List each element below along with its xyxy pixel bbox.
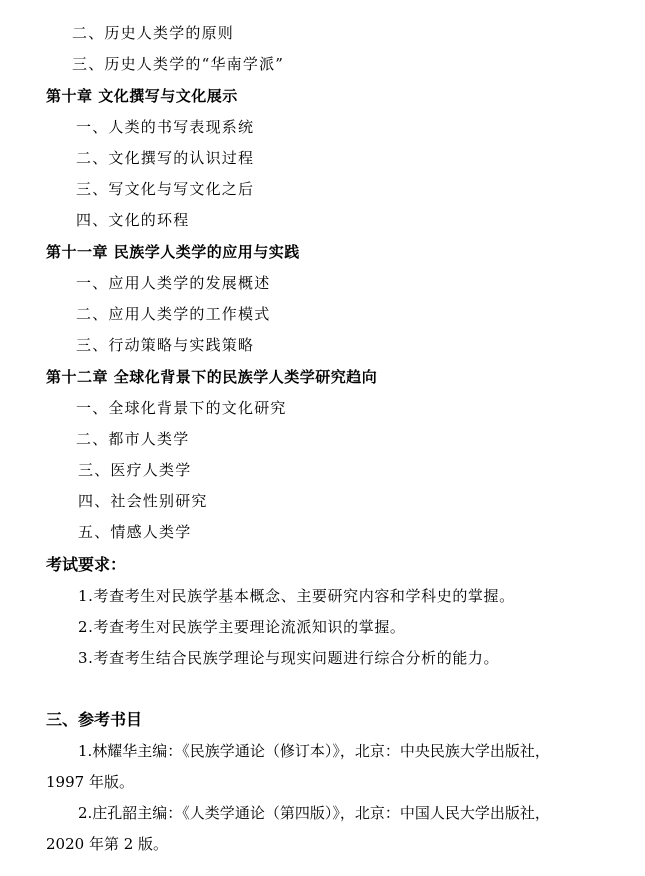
- exam-requirements-heading: 考试要求：: [46, 555, 127, 574]
- chapter-10-item-2: 二、文化撰写的认识过程: [76, 149, 255, 167]
- references-heading: 三、参考书目: [46, 710, 143, 729]
- reference-2-line-2: 2020 年第 2 版。: [46, 835, 169, 853]
- exam-requirement-1: 1.考查考生对民族学基本概念、主要研究内容和学科史的掌握。: [78, 587, 515, 605]
- reference-1-line-1: 1.林耀华主编：《民族学通论（修订本）》，北京：中央民族大学出版社，: [78, 742, 550, 760]
- chapter-12-item-2: 二、都市人类学: [76, 430, 190, 448]
- chapter-10-item-3: 三、写文化与写文化之后: [76, 180, 255, 198]
- chapter-12-item-3: 三、医疗人类学: [78, 461, 192, 479]
- chapter-12-item-1: 一、全球化背景下的文化研究: [76, 399, 287, 417]
- chapter-10-item-4: 四、文化的环程: [76, 211, 190, 229]
- chapter-12-item-5: 五、情感人类学: [78, 523, 192, 541]
- reference-2-line-1: 2.庄孔韶主编：《人类学通论（第四版）》，北京：中国人民大学出版社，: [78, 804, 550, 822]
- exam-requirement-3: 3.考查考生结合民族学理论与现实问题进行综合分析的能力。: [78, 649, 500, 667]
- chapter-11-item-1: 一、应用人类学的发展概述: [76, 274, 271, 292]
- chapter-12-item-4: 四、社会性别研究: [78, 492, 208, 510]
- chapter-10-title: 第十章 文化撰写与文化展示: [46, 87, 238, 105]
- chapter-10-item-1: 一、人类的书写表现系统: [76, 118, 255, 136]
- reference-1-line-2: 1997 年版。: [46, 773, 134, 791]
- top-item-2: 三、历史人类学的“华南学派”: [72, 55, 285, 73]
- chapter-11-item-3: 三、行动策略与实践策略: [76, 336, 255, 354]
- chapter-11-title: 第十一章 民族学人类学的应用与实践: [46, 243, 300, 261]
- chapter-12-title: 第十二章 全球化背景下的民族学人类学研究趋向: [46, 368, 378, 386]
- exam-requirement-2: 2.考查考生对民族学主要理论流派知识的掌握。: [78, 618, 406, 636]
- chapter-11-item-2: 二、应用人类学的工作模式: [76, 305, 271, 323]
- top-item-1: 二、历史人类学的原则: [72, 24, 235, 42]
